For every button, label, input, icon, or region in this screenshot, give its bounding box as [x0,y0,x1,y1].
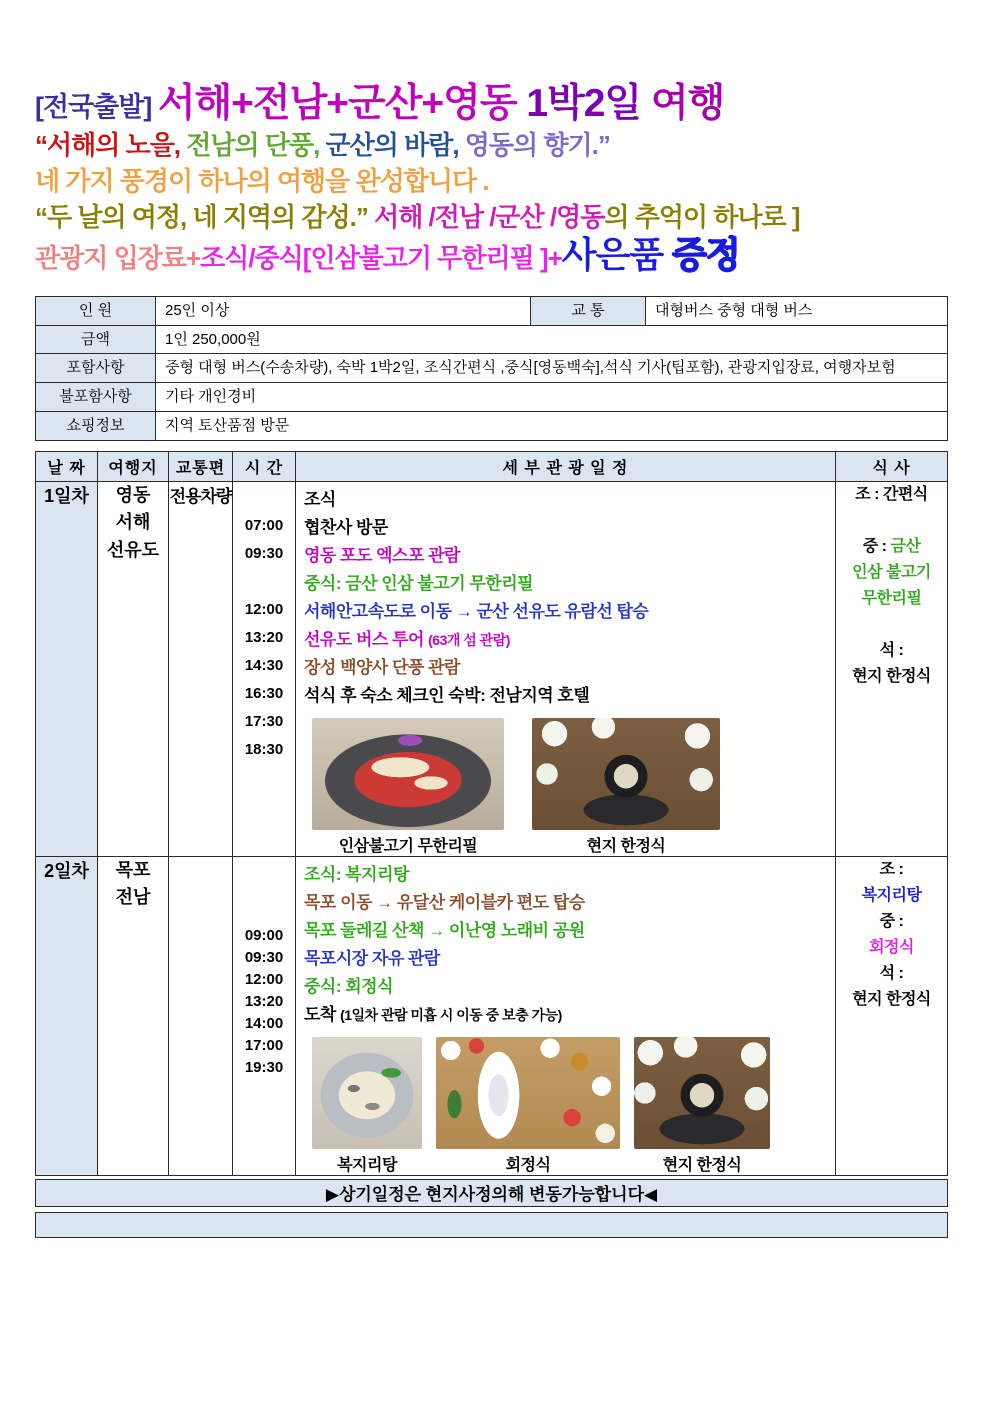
day2-label: 2일차 [36,856,98,1175]
photo-hoejeongsik [436,1037,620,1175]
schedule-change-notice: ▶상기일정은 현지사정의해 변동가능합니다◀ [35,1179,948,1207]
label-shopping: 쇼핑정보 [36,411,156,440]
itinerary-table [35,451,948,1176]
tour-info-table [35,296,948,441]
label-people: 인 원 [36,296,156,325]
food-photo [532,718,720,830]
day2-schedule [296,856,836,1175]
value-price: 1인 250,000원 [156,325,948,354]
day1-meals: 조 : 간편식 중 : 금산 인삼 불고기 무한리필 석 : 현지 한정식 [836,481,948,856]
col-header-transport: 교통편 [169,451,233,481]
day2-schedule-lines: 조식: 복지리탕 목포 이동 → 유달산 케이블카 편도 탑승 목포 둘레길 산책 → 이난영 노래비 공원 목포시장 자유 관람 중식: 회정식 도착 (1일차 관람 미흡 시 이동 중 보충 가능) [304,864,585,1024]
value-not-included: 기타 개인경비 [156,383,948,412]
day1-label: 1일차 [36,481,98,856]
subtitle-line-3: “두 날의 여정, 네 지역의 감성.” 서해 /전남 /군산 /영동의 추억이 하나로 ] [35,201,800,232]
empty-footer-band [35,1212,948,1238]
day2-times: 09:00 09:30 12:00 13:20 14:00 17:00 19:30 [233,856,296,1175]
value-people: 25인 이상 [156,296,531,325]
label-price: 금액 [36,325,156,354]
day2-transport [169,856,233,1175]
day1-photo-row [312,718,829,856]
table-row [36,296,948,325]
col-header-schedule: 세 부 관 광 일 정 [296,451,836,481]
day2-photo-row [312,1037,829,1175]
col-header-meals: 식 사 [836,451,948,481]
photo-caption: 인삼불고기 무한리필 [338,837,478,855]
food-photo [312,718,504,830]
day1-schedule [296,481,836,856]
food-photo [634,1037,770,1149]
day2-meals: 조 : 복지리탕 중 : 회정식 석 : 현지 한정식 [836,856,948,1175]
food-photo [436,1037,620,1149]
day2-destinations: 목포 전남 [98,856,169,1175]
food-photo [312,1037,422,1149]
value-transport: 대형버스 중형 대형 버스 [646,296,948,325]
subtitle-line-1: “서해의 노을, 전남의 단풍, 군산의 바람, 영동의 향기.” [35,129,610,160]
label-not-included: 불포함사항 [36,383,156,412]
col-header-date: 날 짜 [36,451,98,481]
label-included: 포함사항 [36,354,156,383]
day1-destinations: 영동 서해 선유도 [98,481,169,856]
value-shopping: 지역 토산품점 방문 [156,411,948,440]
value-included: 중형 대형 버스(수송차량), 숙박 1박2일, 조식간편식 ,중식[영동백숙],석식 기사(팁포함), 관광지입장료, 여행자보험 [156,354,948,383]
photo-hanjeongsik-day2 [634,1037,770,1175]
label-transport: 교 통 [531,296,646,325]
table-row [36,325,948,354]
photo-insam-bulgogi [312,718,504,856]
table-row [36,383,948,412]
day1-times: 07:00 09:30 12:00 13:20 14:30 16:30 17:30 18:30 [233,481,296,856]
col-header-destination: 여행지 [98,451,169,481]
day1-transport: 전용차량 [169,481,233,856]
day1-schedule-lines: 조식 협찬사 방문 영동 포도 엑스포 관람 중식: 금산 인삼 불고기 무한리필 서해안고속도로 이동 → 군산 선유도 유람선 탑승 선유도 버스 투어 (63개 섬 관람) 장성 백양사 단풍 관람 석식 후 숙소 체크인 숙박: 전남지역 호텔 [304,489,649,705]
photo-caption: 현지 한정식 [662,1156,742,1174]
itinerary-header-row [36,451,948,481]
page-title: [전국출발] 서해+전남+군산+영동 1박2일 여행 [35,82,725,125]
subtitle-line-4: 관광지 입장료+조식/중식[인삼불고기 무한리필 ]+사은품 증정 [35,233,740,275]
photo-hanjeongsik-day1 [532,718,720,856]
photo-caption: 회정식 [505,1156,551,1174]
photo-bokjiri-tang [312,1037,422,1175]
day1-row [36,481,948,856]
col-header-time: 시 간 [233,451,296,481]
photo-caption: 복지리탕 [337,1156,397,1174]
subtitle-line-2: 네 가지 풍경이 하나의 여행을 완성합니다 . [35,165,489,196]
day2-row [36,856,948,1175]
photo-caption: 현지 한정식 [586,837,666,855]
table-row [36,411,948,440]
table-row [36,354,948,383]
